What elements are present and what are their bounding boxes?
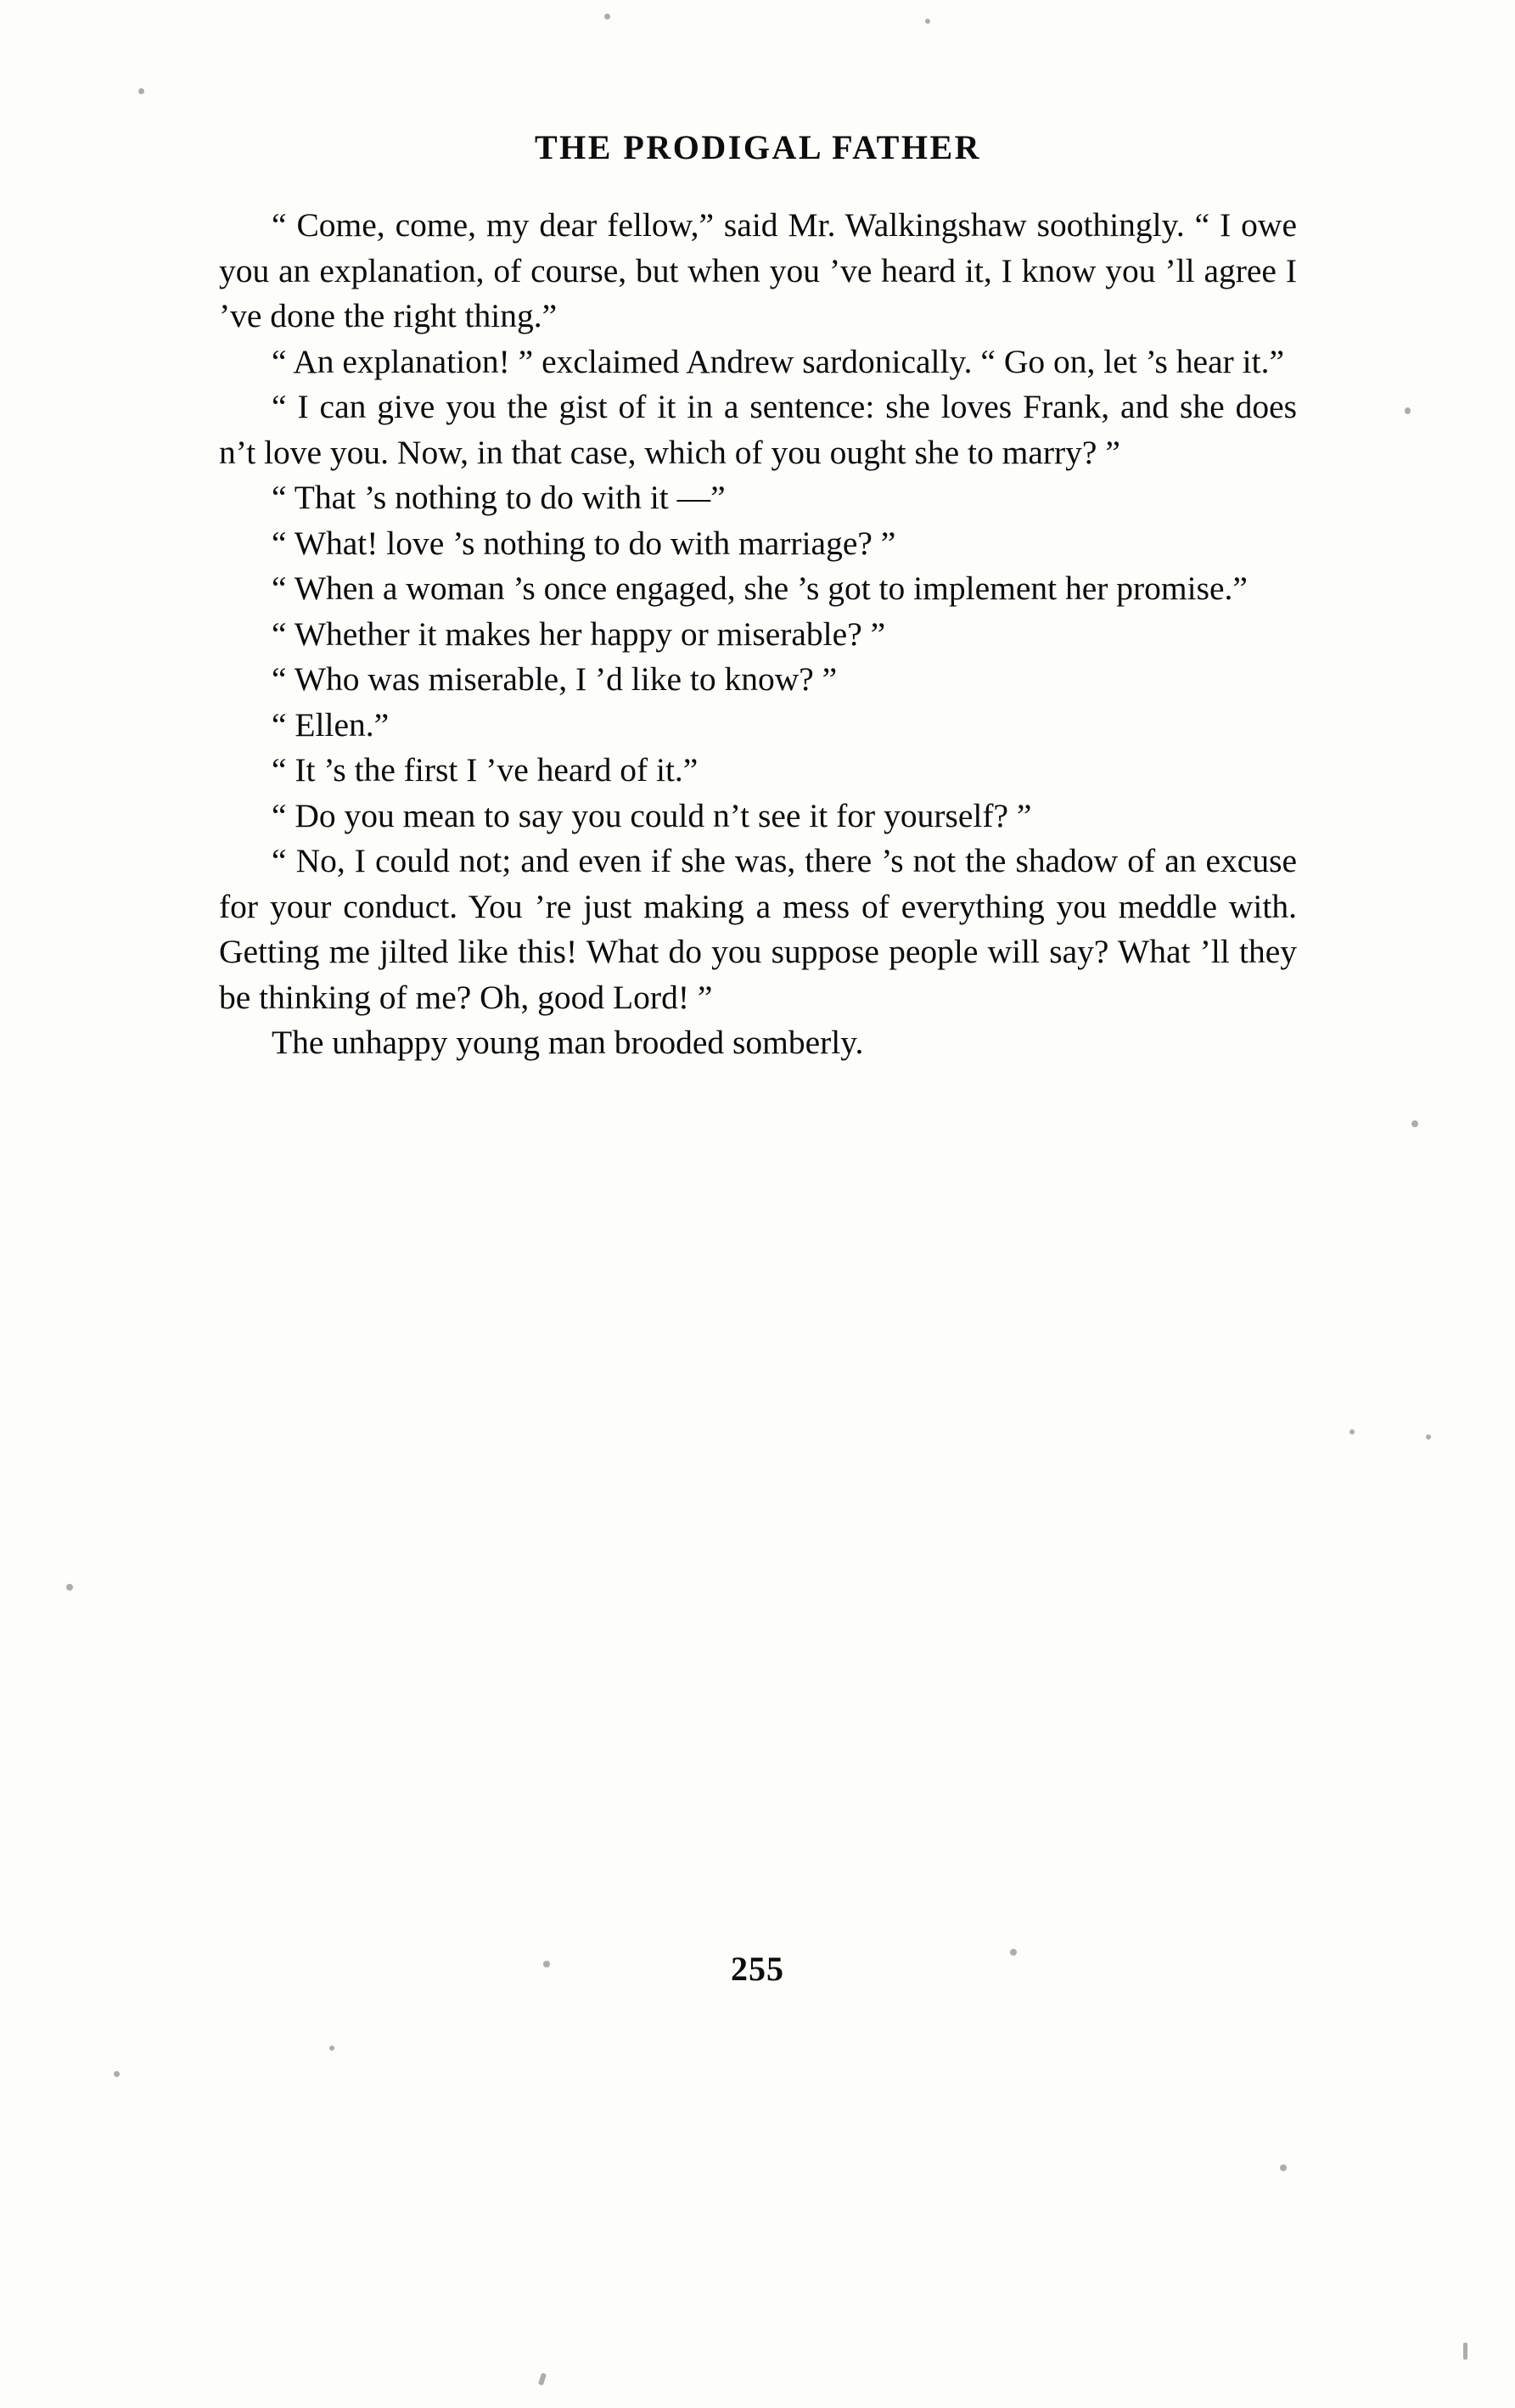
paragraph: “ Do you mean to say you could n’t see it for yourself? ” [272,796,1032,834]
running-head: THE PRODIGAL FATHER [534,128,982,166]
paragraph: “ Ellen.” [272,705,390,744]
paragraph: “ Come, come, my dear fellow,” said Mr. Walkingshaw soothingly. “ I owe you an explanation, of course, but when you ’ve heard it, I know you ’ll agree I ’ve done the right thing.” [219,206,1297,335]
paragraph: “ It ’s the first I ’ve heard of it.” [272,751,699,789]
paper-speck [1411,1120,1418,1127]
paragraph: “ That ’s nothing to do with it —” [272,479,726,517]
paper-speck [1405,407,1411,414]
paper-speck [1280,2164,1287,2171]
paper-speck [538,2372,547,2385]
paper-speck [604,14,610,20]
paragraph: The unhappy young man brooded somberly. [272,1024,864,1062]
paper-speck [1463,2343,1467,2360]
paper-speck [66,1584,73,1591]
paper-speck [925,19,930,24]
paragraph: “ What! love ’s nothing to do with marriage? ” [272,524,896,562]
page-number: 255 [731,1950,784,1988]
page-text-column [219,127,1297,1066]
paper-speck [138,88,144,94]
paper-speck [114,2071,120,2077]
paper-speck [1426,1434,1431,1440]
paper-speck [329,2046,334,2051]
paper-speck [1349,1429,1355,1434]
paragraph: “ An explanation! ” exclaimed Andrew sardonically. “ Go on, let ’s hear it.” [272,342,1285,380]
paragraph: “ When a woman ’s once engaged, she ’s got to implement her promise.” [272,570,1248,608]
paragraph: “ Who was miserable, I ’d like to know? ” [272,660,838,699]
paragraph: “ I can give you the gist of it in a sentence: she loves Frank, and she does n’t love you. Now, in that case, which of you ought she to marry? ” [219,388,1297,471]
paragraph: “ No, I could not; and even if she was, there ’s not the shadow of an excuse for your conduct. You ’re just making a mess of everything you meddle with. Getting me jilted like this! What do you suppose people will say? What ’ll they be thinking of me? Oh, good Lord! ” [219,842,1297,1016]
paragraph: “ Whether it makes her happy or miserable? ” [272,615,886,653]
